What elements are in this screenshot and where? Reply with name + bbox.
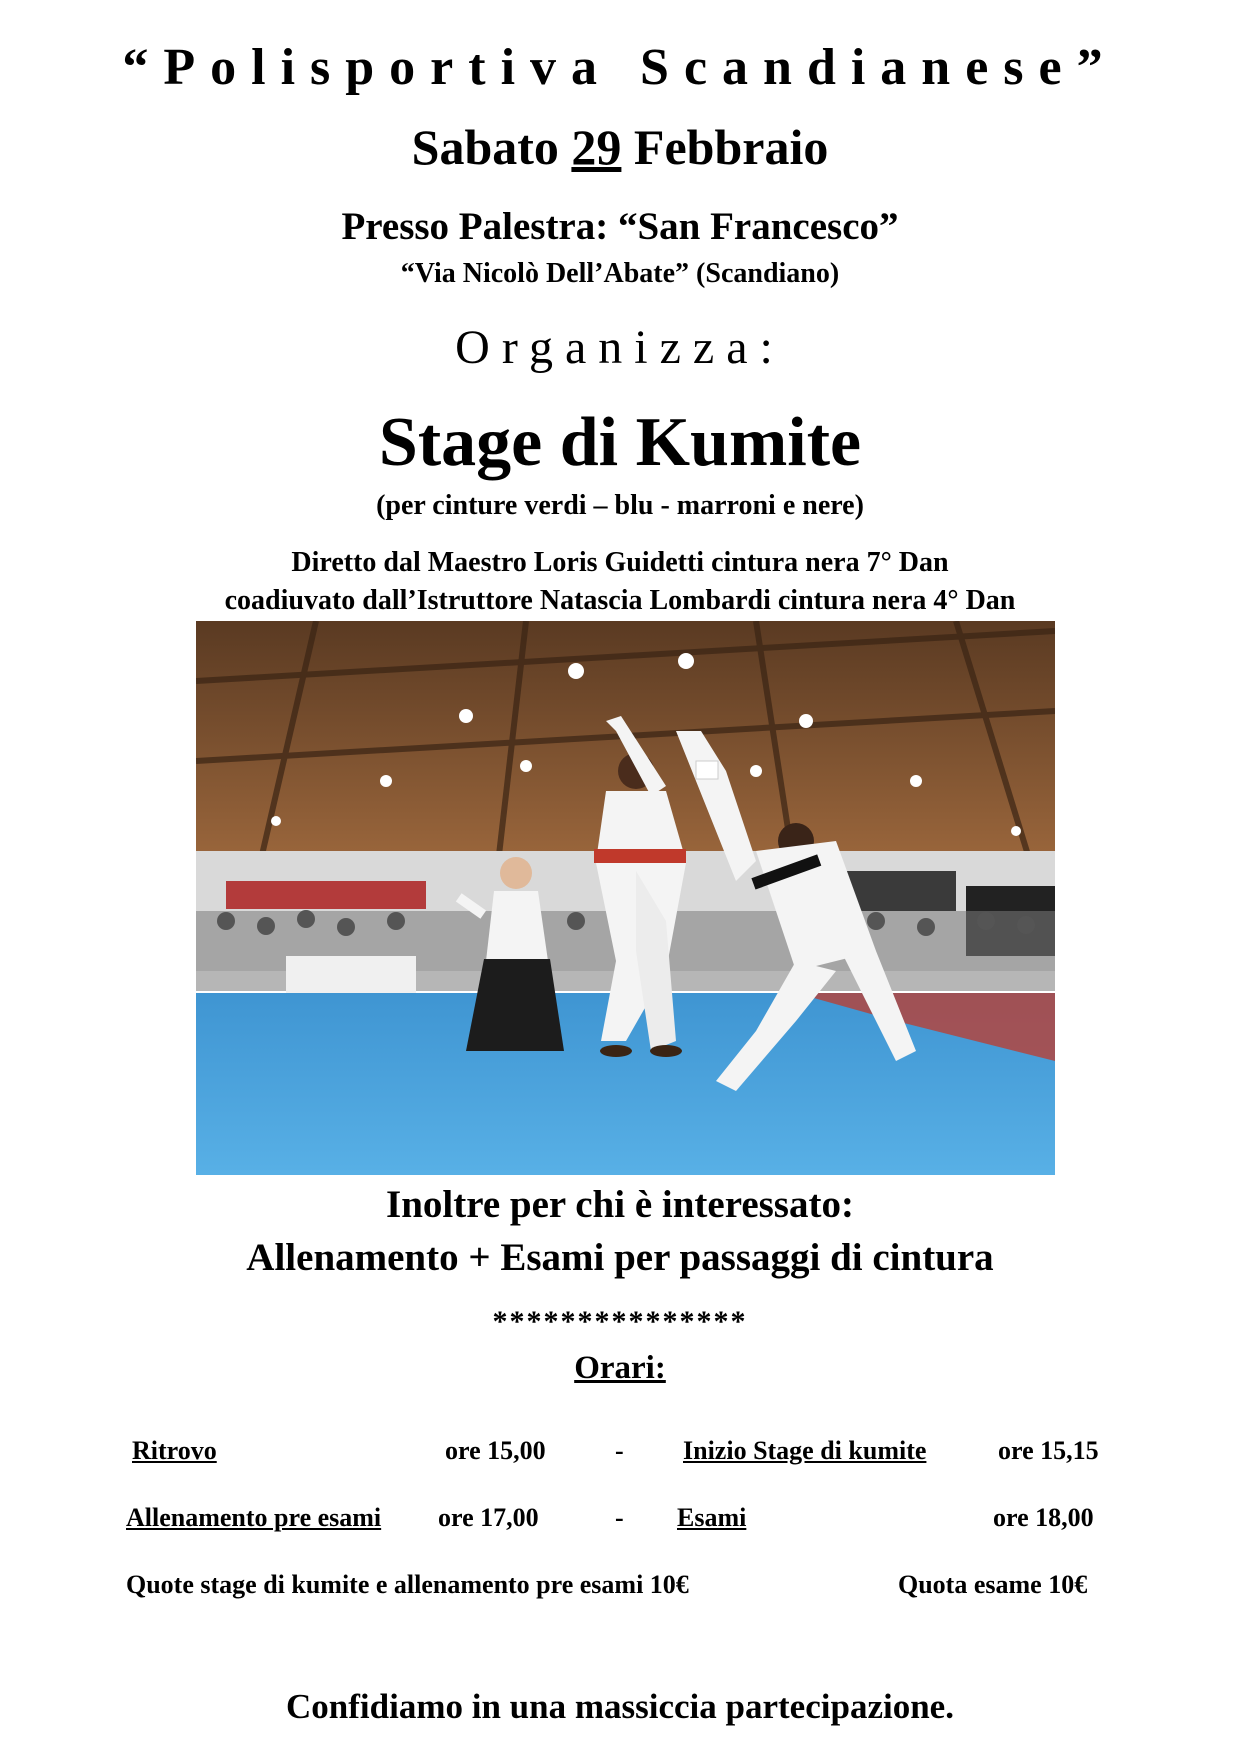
banner-left	[226, 881, 426, 909]
organization-title: “Polisportiva Scandianese”	[122, 39, 1118, 96]
judges-table	[286, 956, 416, 996]
schedule-row2-right-label: Esami	[677, 1503, 747, 1532]
karate-photo	[196, 621, 1055, 1175]
schedule-row2-separator: -	[615, 1503, 624, 1532]
director-line: Diretto dal Maestro Loris Guidetti cintura nera 7° Dan	[291, 547, 949, 578]
schedule-row1-left-label: Ritrovo	[132, 1436, 217, 1465]
belt-levels: (per cinture verdi – blu - marroni e nere)	[376, 490, 864, 521]
organizza-label: Organizza:	[455, 321, 785, 374]
fee-stage: Quote stage di kumite e allenamento pre esami 10€	[126, 1570, 689, 1599]
schedule-row1-right-label: Inizio Stage di kumite	[683, 1436, 927, 1465]
schedule-row2-left-label: Allenamento pre esami	[126, 1503, 382, 1532]
separator-stars: ***************	[492, 1305, 748, 1338]
schedule-row1-right-time: ore 15,15	[998, 1436, 1099, 1465]
extra-description: Allenamento + Esami per passaggi di cintura	[246, 1236, 994, 1279]
schedule-row1-separator: -	[615, 1436, 624, 1465]
assistant-line: coadiuvato dall’Istruttore Natascia Lombardi cintura nera 4° Dan	[224, 585, 1016, 616]
schedule-row1-left-time: ore 15,00	[445, 1436, 546, 1465]
date-month: Febbraio	[633, 119, 829, 175]
venue-name: Presso Palestra: “San Francesco”	[341, 205, 899, 248]
event-title: Stage di Kumite	[378, 404, 862, 481]
schedule-heading: Orari:	[574, 1350, 666, 1386]
closing-message: Confidiamo in una massiccia partecipazione.	[286, 1687, 954, 1726]
karate-photo-illustration	[196, 621, 1055, 1175]
fee-exam: Quota esame 10€	[898, 1570, 1088, 1599]
extra-intro: Inoltre per chi è interessato:	[386, 1183, 854, 1226]
schedule-row2-left-time: ore 17,00	[438, 1503, 539, 1532]
date-prefix: Sabato	[411, 119, 559, 175]
date-day: 29	[571, 119, 622, 175]
venue-address: “Via Nicolò Dell’Abate” (Scandiano)	[400, 258, 840, 289]
schedule-row2-right-time: ore 18,00	[993, 1503, 1094, 1532]
event-date	[0, 118, 1240, 176]
